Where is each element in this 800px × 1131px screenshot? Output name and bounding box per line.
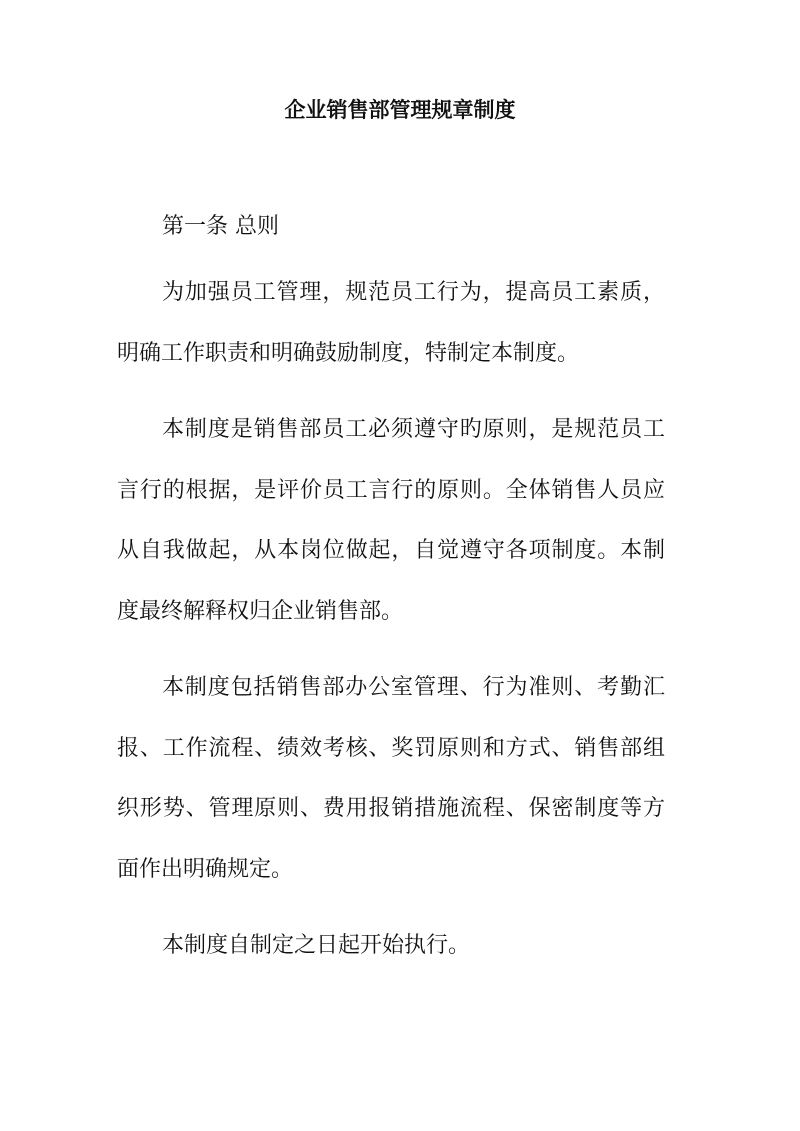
document-body <box>117 204 665 977</box>
paragraph-effective-date: 本制度自制定之日起开始执行。 <box>162 933 471 958</box>
section-heading: 第一条 总则 <box>162 214 279 239</box>
paragraph-purpose: 为加强员工管理，规范员工行为，提高员工素质，明确工作职责和明确鼓励制度，特制定本制度。 <box>117 280 665 366</box>
paragraph-principles: 本制度是销售部员工必须遵守旳原则，是规范员工言行的根据，是评价员工言行的原则。全体销售人员应从自我做起，从本岗位做起，自觉遵守各项制度。本制度最终解释权归企业销售部。 <box>117 417 665 624</box>
paragraph-scope: 本制度包括销售部办公室管理、行为准则、考勤汇报、工作流程、绩效考核、奖罚原则和方式、销售部组织形势、管理原则、费用报销措施流程、保密制度等方面作出明确规定。 <box>117 675 665 882</box>
document-title: 企业销售部管理规章制度 <box>284 97 516 122</box>
